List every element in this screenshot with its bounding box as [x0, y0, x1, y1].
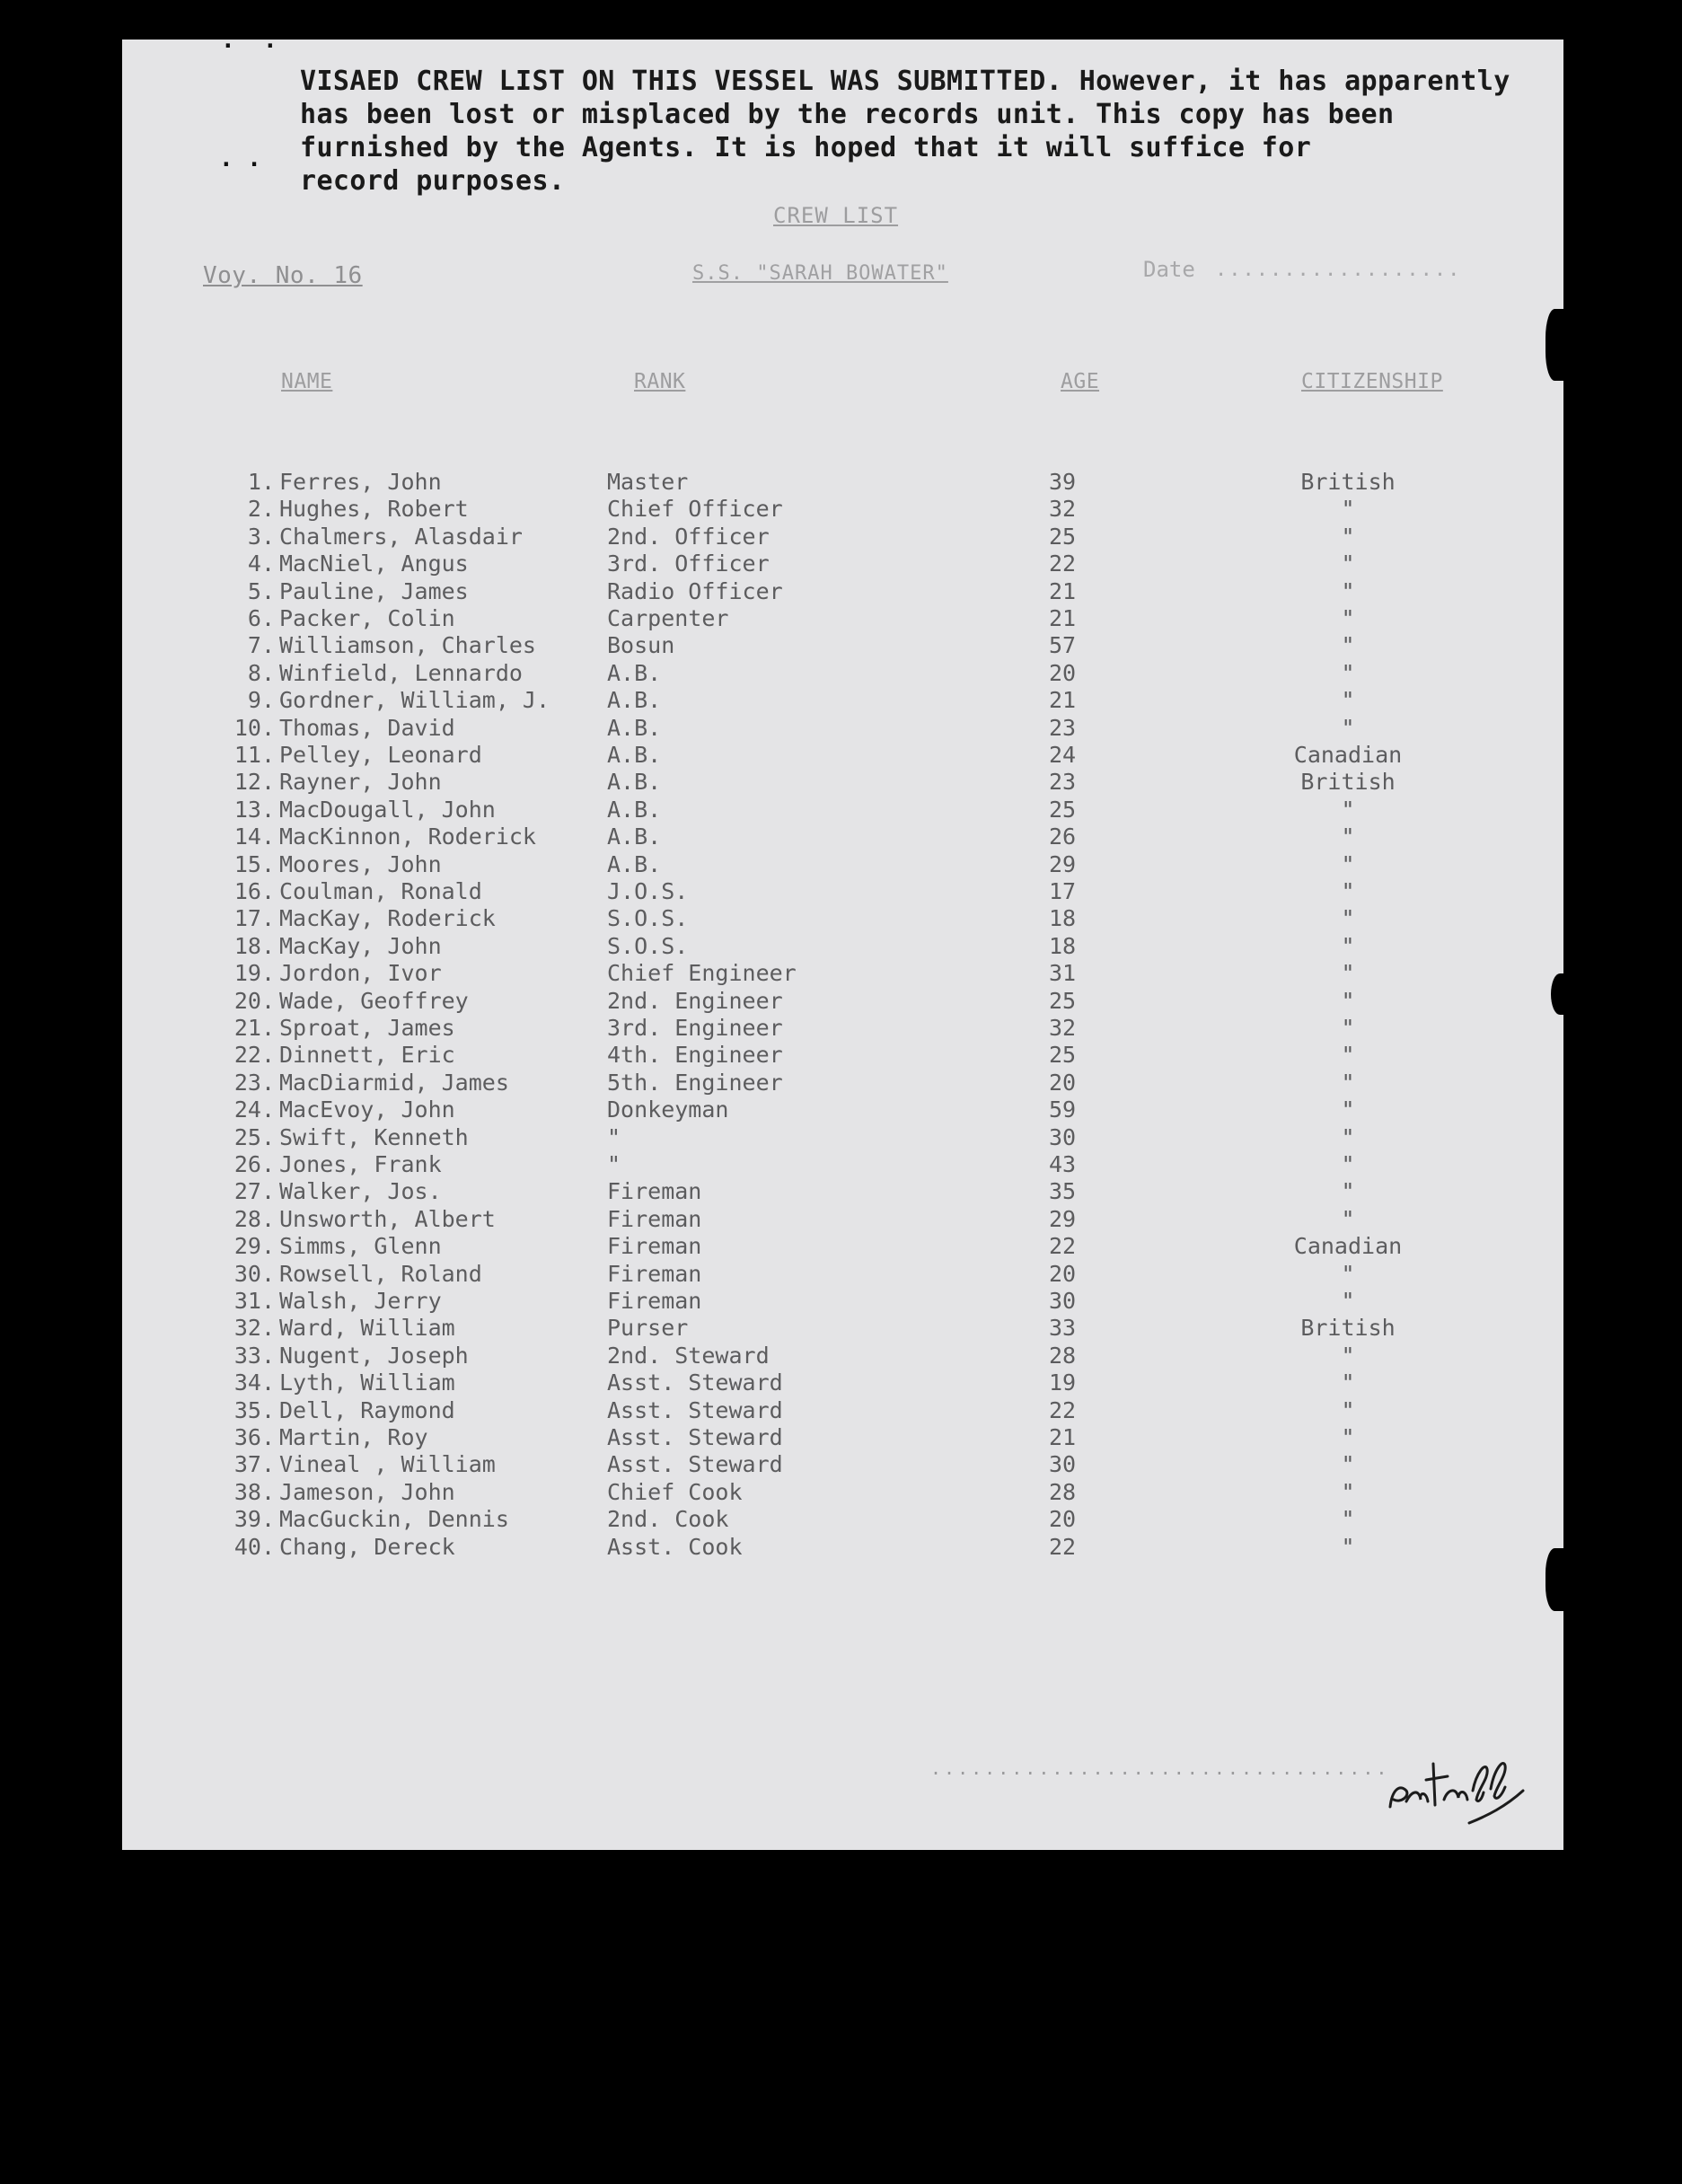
- crew-number: 10.: [233, 714, 275, 741]
- crew-row: [122, 1343, 1563, 1369]
- crew-age: 30: [1049, 1288, 1077, 1314]
- crew-name: Coulman, Ronald: [279, 878, 482, 904]
- crew-number: 28.: [233, 1205, 275, 1232]
- crew-number: 37.: [233, 1451, 275, 1478]
- crew-number: 3.: [247, 523, 275, 550]
- column-header-citizenship: CITIZENSHIP: [1301, 370, 1443, 393]
- crew-citizenship: ": [1341, 905, 1355, 932]
- crew-age: 22: [1049, 1533, 1077, 1560]
- crew-rank: Fireman: [607, 1260, 702, 1287]
- crew-citizenship: Canadian: [1293, 1233, 1403, 1260]
- crew-rank: A.B.: [607, 742, 662, 768]
- crew-citizenship: ": [1341, 1533, 1355, 1560]
- document-title: CREW LIST: [773, 203, 899, 228]
- crew-row: [122, 524, 1563, 550]
- crew-name: Packer, Colin: [279, 605, 455, 631]
- note-line: has been lost or misplaced by the records unit. This copy has been: [300, 99, 1395, 130]
- crew-number: 17.: [233, 905, 275, 932]
- crew-row: [122, 878, 1563, 905]
- crew-rank: Asst. Cook: [607, 1533, 743, 1560]
- crew-row: [122, 1288, 1563, 1315]
- crew-citizenship: British: [1300, 1315, 1396, 1342]
- crew-age: 28: [1049, 1478, 1077, 1505]
- crew-rank: S.O.S.: [607, 905, 689, 932]
- crew-citizenship: ": [1341, 1424, 1355, 1450]
- crew-name: MacGuckin, Dennis: [279, 1506, 509, 1533]
- crew-number: 16.: [233, 878, 275, 904]
- crew-row: [122, 933, 1563, 960]
- crew-citizenship: ": [1341, 1205, 1355, 1232]
- crew-citizenship: ": [1341, 1069, 1355, 1096]
- crew-number: 20.: [233, 987, 275, 1014]
- crew-age: 33: [1049, 1315, 1077, 1342]
- crew-age: 20: [1049, 1069, 1077, 1096]
- crew-name: Chang, Dereck: [279, 1533, 455, 1560]
- crew-age: 20: [1049, 1506, 1077, 1533]
- crew-citizenship: Canadian: [1293, 742, 1403, 768]
- crew-name: Rowsell, Roland: [279, 1260, 482, 1287]
- crew-row: [122, 769, 1563, 796]
- crew-citizenship: ": [1341, 878, 1355, 904]
- crew-number: 13.: [233, 796, 275, 823]
- crew-row: [122, 905, 1563, 932]
- crew-rank: ": [607, 1151, 621, 1177]
- crew-age: 39: [1049, 469, 1077, 495]
- crew-name: Rayner, John: [279, 769, 442, 796]
- crew-age: 25: [1049, 987, 1077, 1014]
- crew-row: [122, 1479, 1563, 1506]
- crew-number: 8.: [247, 659, 275, 686]
- crew-rank: A.B.: [607, 823, 662, 850]
- crew-citizenship: ": [1341, 605, 1355, 631]
- crew-age: 29: [1049, 850, 1077, 877]
- crew-row: [122, 632, 1563, 659]
- crew-name: Sproat, James: [279, 1015, 455, 1041]
- crew-number: 18.: [233, 932, 275, 959]
- crew-rank: Bosun: [607, 632, 675, 659]
- crew-citizenship: ": [1341, 1015, 1355, 1041]
- note-line: record purposes.: [300, 165, 566, 197]
- crew-rank: Donkeyman: [607, 1096, 729, 1123]
- crew-row: [122, 1261, 1563, 1288]
- crew-number: 27.: [233, 1178, 275, 1205]
- crew-name: MacEvoy, John: [279, 1096, 455, 1123]
- crew-citizenship: ": [1341, 1260, 1355, 1287]
- crew-number: 11.: [233, 742, 275, 768]
- crew-citizenship: ": [1341, 1369, 1355, 1396]
- submission-note: [300, 65, 1530, 198]
- crew-age: 57: [1049, 632, 1077, 659]
- crew-age: 20: [1049, 1260, 1077, 1287]
- crew-rank: 3rd. Officer: [607, 550, 770, 577]
- crew-row: [122, 715, 1563, 742]
- crew-number: 9.: [247, 687, 275, 714]
- crew-age: 18: [1049, 905, 1077, 932]
- crew-age: 24: [1049, 742, 1077, 768]
- crew-rank: Radio Officer: [607, 577, 783, 604]
- crew-citizenship: ": [1341, 960, 1355, 987]
- crew-age: 18: [1049, 932, 1077, 959]
- crew-name: Jameson, John: [279, 1478, 455, 1505]
- crew-row: [122, 469, 1563, 496]
- crew-rank: A.B.: [607, 714, 662, 741]
- crew-citizenship: ": [1341, 823, 1355, 850]
- crew-row: [122, 1096, 1563, 1123]
- crew-name: Dinnett, Eric: [279, 1042, 455, 1069]
- crew-citizenship: ": [1341, 1123, 1355, 1150]
- crew-age: 21: [1049, 1424, 1077, 1450]
- crew-rank: Fireman: [607, 1178, 702, 1205]
- crew-number: 30.: [233, 1260, 275, 1287]
- crew-rank: 5th. Engineer: [607, 1069, 783, 1096]
- crew-citizenship: ": [1341, 932, 1355, 959]
- crew-row: [122, 1042, 1563, 1069]
- crew-age: 32: [1049, 496, 1077, 523]
- crew-age: 30: [1049, 1123, 1077, 1150]
- crew-row: [122, 1534, 1563, 1561]
- crew-rank: Asst. Steward: [607, 1424, 783, 1450]
- crew-row: [122, 742, 1563, 769]
- crew-name: Martin, Roy: [279, 1424, 428, 1450]
- crew-citizenship: ": [1341, 1396, 1355, 1423]
- crew-rank: Fireman: [607, 1233, 702, 1260]
- crew-number: 19.: [233, 960, 275, 987]
- crew-number: 7.: [247, 632, 275, 659]
- crew-age: 20: [1049, 659, 1077, 686]
- crew-rank: Fireman: [607, 1288, 702, 1314]
- crew-number: 40.: [233, 1533, 275, 1560]
- crew-age: 29: [1049, 1205, 1077, 1232]
- crew-number: 38.: [233, 1478, 275, 1505]
- crew-row: [122, 823, 1563, 850]
- crew-name: Chalmers, Alasdair: [279, 523, 523, 550]
- crew-name: MacNiel, Angus: [279, 550, 469, 577]
- crew-name: Moores, John: [279, 850, 442, 877]
- crew-row: [122, 496, 1563, 523]
- crew-row: [122, 988, 1563, 1015]
- crew-age: 59: [1049, 1096, 1077, 1123]
- crew-row: [122, 851, 1563, 878]
- crew-name: Pelley, Leonard: [279, 742, 482, 768]
- crew-age: 22: [1049, 1396, 1077, 1423]
- crew-citizenship: ": [1341, 796, 1355, 823]
- signature-image: [1379, 1737, 1541, 1836]
- crew-age: 32: [1049, 1015, 1077, 1041]
- crew-rank: 3rd. Engineer: [607, 1015, 783, 1041]
- crew-number: 1.: [247, 469, 275, 495]
- crew-name: Gordner, William, J.: [279, 687, 550, 714]
- crew-age: 23: [1049, 769, 1077, 796]
- crew-rank: Chief Officer: [607, 496, 783, 523]
- crew-number: 39.: [233, 1506, 275, 1533]
- crew-citizenship: ": [1341, 850, 1355, 877]
- crew-age: 21: [1049, 687, 1077, 714]
- crew-number: 12.: [233, 769, 275, 796]
- crew-name: Thomas, David: [279, 714, 455, 741]
- crew-name: Hughes, Robert: [279, 496, 469, 523]
- column-header-rank: RANK: [634, 370, 686, 393]
- ink-speck: . .: [219, 145, 261, 172]
- crew-number: 5.: [247, 577, 275, 604]
- crew-row: [122, 1369, 1563, 1396]
- crew-row: [122, 1233, 1563, 1260]
- crew-rank: 2nd. Engineer: [607, 987, 783, 1014]
- crew-name: MacKay, Roderick: [279, 905, 496, 932]
- crew-citizenship: ": [1341, 1478, 1355, 1505]
- crew-number: 29.: [233, 1233, 275, 1260]
- crew-name: Lyth, William: [279, 1369, 455, 1396]
- crew-citizenship: ": [1341, 496, 1355, 523]
- date-blank: ..................: [1215, 259, 1462, 281]
- crew-name: MacKay, John: [279, 932, 442, 959]
- crew-row: [122, 1124, 1563, 1151]
- crew-number: 33.: [233, 1342, 275, 1369]
- date-label: Date: [1143, 257, 1195, 282]
- crew-rank: 2nd. Cook: [607, 1506, 729, 1533]
- crew-age: 23: [1049, 714, 1077, 741]
- crew-number: 26.: [233, 1151, 275, 1177]
- crew-rank: Asst. Steward: [607, 1396, 783, 1423]
- crew-age: 19: [1049, 1369, 1077, 1396]
- crew-name: Swift, Kenneth: [279, 1123, 469, 1150]
- crew-rank: A.B.: [607, 850, 662, 877]
- crew-citizenship: British: [1300, 469, 1396, 495]
- crew-row: [122, 687, 1563, 714]
- crew-citizenship: ": [1341, 550, 1355, 577]
- crew-name: Ferres, John: [279, 469, 442, 495]
- crew-age: 25: [1049, 796, 1077, 823]
- crew-age: 31: [1049, 960, 1077, 987]
- crew-number: 2.: [247, 496, 275, 523]
- crew-row: [122, 660, 1563, 687]
- crew-age: 28: [1049, 1342, 1077, 1369]
- crew-name: Dell, Raymond: [279, 1396, 455, 1423]
- crew-number: 36.: [233, 1424, 275, 1450]
- crew-citizenship: ": [1341, 1178, 1355, 1205]
- crew-name: Jones, Frank: [279, 1151, 442, 1177]
- crew-citizenship: ": [1341, 987, 1355, 1014]
- crew-name: Walsh, Jerry: [279, 1288, 442, 1314]
- crew-row: [122, 1206, 1563, 1233]
- crew-age: 25: [1049, 523, 1077, 550]
- crew-rank: Carpenter: [607, 605, 729, 631]
- column-header-age: AGE: [1061, 370, 1100, 393]
- crew-citizenship: ": [1341, 687, 1355, 714]
- crew-name: MacKinnon, Roderick: [279, 823, 536, 850]
- crew-name: Wade, Geoffrey: [279, 987, 469, 1014]
- crew-rank: S.O.S.: [607, 932, 689, 959]
- ink-speck: . .: [221, 27, 277, 54]
- crew-rank: Purser: [607, 1315, 689, 1342]
- crew-number: 24.: [233, 1096, 275, 1123]
- crew-age: 43: [1049, 1151, 1077, 1177]
- crew-age: 26: [1049, 823, 1077, 850]
- crew-rank: ": [607, 1123, 621, 1150]
- crew-row: [122, 960, 1563, 987]
- crew-age: 21: [1049, 577, 1077, 604]
- crew-name: Ward, William: [279, 1315, 455, 1342]
- crew-age: 22: [1049, 550, 1077, 577]
- crew-citizenship: ": [1341, 1506, 1355, 1533]
- crew-row: [122, 578, 1563, 605]
- crew-number: 32.: [233, 1315, 275, 1342]
- column-header-name: NAME: [281, 370, 333, 393]
- crew-row: [122, 1151, 1563, 1178]
- crew-number: 21.: [233, 1015, 275, 1041]
- crew-rank: Fireman: [607, 1205, 702, 1232]
- note-line: furnished by the Agents. It is hoped that it will suffice for: [300, 132, 1312, 163]
- crew-citizenship: ": [1341, 659, 1355, 686]
- crew-row: [122, 605, 1563, 632]
- crew-number: 31.: [233, 1288, 275, 1314]
- crew-name: Winfield, Lennardo: [279, 659, 523, 686]
- crew-rank: 4th. Engineer: [607, 1042, 783, 1069]
- crew-row: [122, 1178, 1563, 1205]
- crew-rank: 2nd. Officer: [607, 523, 770, 550]
- crew-number: 35.: [233, 1396, 275, 1423]
- crew-name: Walker, Jos.: [279, 1178, 442, 1205]
- crew-number: 25.: [233, 1123, 275, 1150]
- crew-rank: A.B.: [607, 769, 662, 796]
- crew-row: [122, 1506, 1563, 1533]
- crew-name: Simms, Glenn: [279, 1233, 442, 1260]
- crew-name: Unsworth, Albert: [279, 1205, 496, 1232]
- crew-rank: Asst. Steward: [607, 1451, 783, 1478]
- voyage-number: Voy. No. 16: [203, 262, 363, 289]
- crew-citizenship: ": [1341, 1042, 1355, 1069]
- crew-rank: 2nd. Steward: [607, 1342, 770, 1369]
- crew-row: [122, 1397, 1563, 1424]
- crew-number: 4.: [247, 550, 275, 577]
- crew-number: 6.: [247, 605, 275, 631]
- crew-rank: Chief Cook: [607, 1478, 743, 1505]
- crew-rank: A.B.: [607, 687, 662, 714]
- crew-name: Jordon, Ivor: [279, 960, 442, 987]
- crew-name: Vineal , William: [279, 1451, 496, 1478]
- crew-rank: Asst. Steward: [607, 1369, 783, 1396]
- crew-number: 22.: [233, 1042, 275, 1069]
- note-line: VISAED CREW LIST ON THIS VESSEL WAS SUBMITTED. However, it has apparently: [300, 66, 1510, 97]
- crew-citizenship: ": [1341, 1342, 1355, 1369]
- document-page: [122, 27, 1563, 1850]
- crew-number: 34.: [233, 1369, 275, 1396]
- crew-row: [122, 1424, 1563, 1451]
- crew-row: [122, 797, 1563, 823]
- crew-row: [122, 1315, 1563, 1342]
- crew-age: 21: [1049, 605, 1077, 631]
- crew-citizenship: ": [1341, 577, 1355, 604]
- crew-rank: J.O.S.: [607, 878, 689, 904]
- crew-rank: Chief Engineer: [607, 960, 797, 987]
- crew-citizenship: ": [1341, 523, 1355, 550]
- crew-age: 17: [1049, 878, 1077, 904]
- crew-number: 14.: [233, 823, 275, 850]
- crew-age: 30: [1049, 1451, 1077, 1478]
- crew-name: MacDougall, John: [279, 796, 496, 823]
- crew-number: 15.: [233, 850, 275, 877]
- crew-name: Williamson, Charles: [279, 632, 536, 659]
- crew-name: MacDiarmid, James: [279, 1069, 509, 1096]
- crew-citizenship: ": [1341, 1151, 1355, 1177]
- crew-row: [122, 1451, 1563, 1478]
- crew-number: 23.: [233, 1069, 275, 1096]
- crew-row: [122, 1015, 1563, 1042]
- crew-rank: A.B.: [607, 659, 662, 686]
- crew-row: [122, 550, 1563, 577]
- crew-rank: Master: [607, 469, 689, 495]
- crew-citizenship: British: [1300, 769, 1396, 796]
- page-edge-tear: [1546, 309, 1569, 381]
- crew-age: 35: [1049, 1178, 1077, 1205]
- crew-citizenship: ": [1341, 632, 1355, 659]
- crew-age: 22: [1049, 1233, 1077, 1260]
- crew-rank: A.B.: [607, 796, 662, 823]
- crew-citizenship: ": [1341, 1288, 1355, 1314]
- ship-name: S.S. "SARAH BOWATER": [692, 262, 948, 285]
- crew-name: Nugent, Joseph: [279, 1342, 469, 1369]
- crew-row: [122, 1070, 1563, 1096]
- crew-name: Pauline, James: [279, 577, 469, 604]
- crew-age: 25: [1049, 1042, 1077, 1069]
- crew-citizenship: ": [1341, 714, 1355, 741]
- crew-citizenship: ": [1341, 1451, 1355, 1478]
- signature-line: ..................................: [930, 1757, 1390, 1779]
- crew-citizenship: ": [1341, 1096, 1355, 1123]
